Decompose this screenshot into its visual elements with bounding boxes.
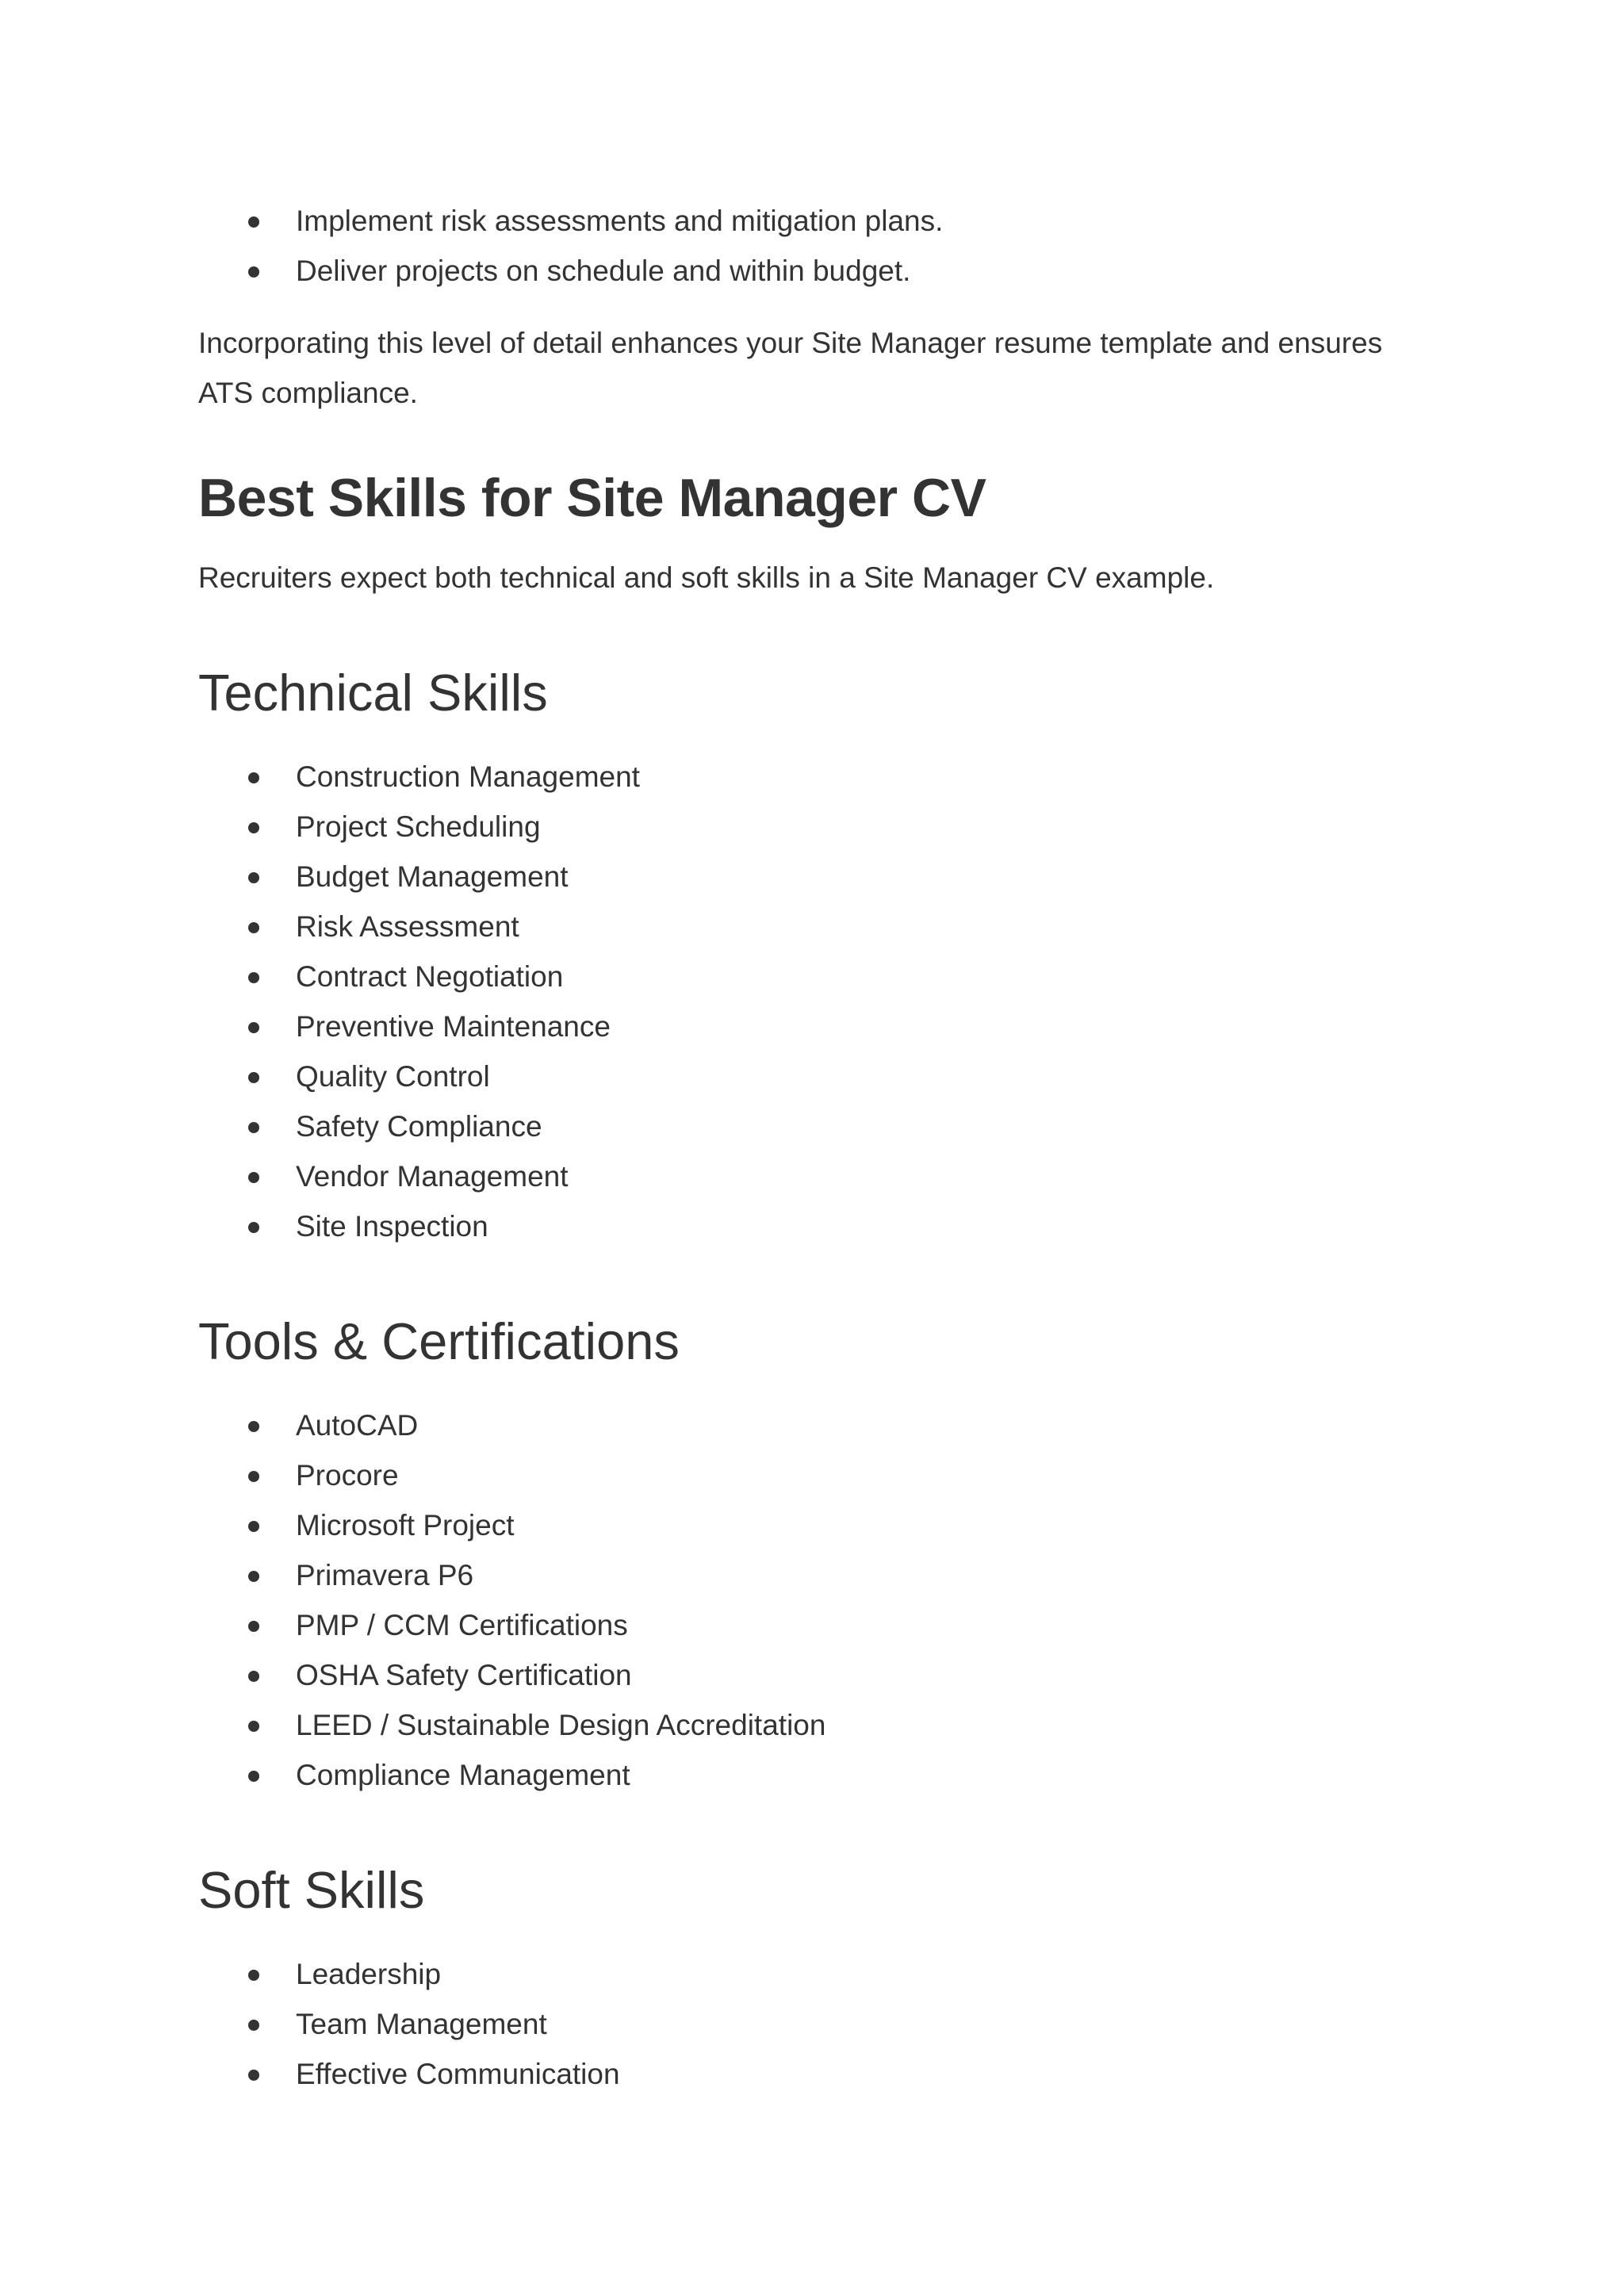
bullet-icon <box>248 922 259 933</box>
list-item <box>198 1500 1435 1550</box>
bullet-icon <box>248 216 259 228</box>
soft-skills-list <box>198 1949 1435 2099</box>
list-item-text: Construction Management <box>296 760 640 793</box>
list-item <box>198 1001 1435 1051</box>
list-item-text: PMP / CCM Certifications <box>296 1609 628 1641</box>
bullet-icon <box>248 1521 259 1532</box>
bullet-icon <box>248 1172 259 1183</box>
list-item-text: Risk Assessment <box>296 910 519 943</box>
bullet-icon <box>248 1122 259 1133</box>
list-item-text: Microsoft Project <box>296 1509 515 1541</box>
bullet-icon <box>248 1022 259 1033</box>
list-item-text: Vendor Management <box>296 1160 569 1193</box>
list-item <box>198 1101 1435 1151</box>
list-item <box>198 1051 1435 1101</box>
technical-skills-heading: Technical Skills <box>198 664 548 722</box>
bullet-icon <box>248 2070 259 2081</box>
bullet-icon <box>248 772 259 783</box>
list-item <box>198 1450 1435 1500</box>
intro-bullet-list <box>198 196 1435 296</box>
document-content <box>198 196 1435 2099</box>
intro-paragraph: Incorporating this level of detail enhances your Site Manager resume template and ensures ATS compliance. <box>198 327 1383 409</box>
list-item <box>198 1600 1435 1650</box>
list-item-text: Compliance Management <box>296 1759 630 1791</box>
list-item <box>198 1750 1435 1800</box>
list-item <box>198 1550 1435 1600</box>
list-item-text: Primavera P6 <box>296 1559 474 1591</box>
bullet-icon <box>248 1421 259 1432</box>
bullet-icon <box>248 1222 259 1233</box>
list-item-text: Contract Negotiation <box>296 960 564 993</box>
bullet-icon <box>248 1771 259 1782</box>
list-item-text: Budget Management <box>296 860 569 893</box>
soft-skills-heading: Soft Skills <box>198 1861 425 1919</box>
list-item <box>198 802 1435 852</box>
skills-section-heading: Best Skills for Site Manager CV <box>198 468 986 528</box>
tools-certifications-list <box>198 1400 1435 1800</box>
list-item <box>198 1999 1435 2049</box>
list-item <box>198 952 1435 1001</box>
list-item-text: LEED / Sustainable Design Accreditation <box>296 1709 826 1741</box>
list-item <box>198 852 1435 902</box>
list-item <box>198 1650 1435 1700</box>
list-item <box>198 1201 1435 1251</box>
list-item-text: Safety Compliance <box>296 1110 542 1143</box>
bullet-icon <box>248 1621 259 1632</box>
tools-certifications-heading: Tools & Certifications <box>198 1312 680 1370</box>
list-item-text: AutoCAD <box>296 1409 419 1442</box>
list-item-text: Team Management <box>296 2008 547 2040</box>
list-item-text: Project Scheduling <box>296 810 541 843</box>
list-item-text: Deliver projects on schedule and within budget. <box>296 255 911 287</box>
skills-section-description: Recruiters expect both technical and soft skills in a Site Manager CV example. <box>198 561 1215 594</box>
list-item <box>198 1700 1435 1750</box>
bullet-icon <box>248 872 259 883</box>
list-item-text: Effective Communication <box>296 2058 620 2090</box>
list-item <box>198 1151 1435 1201</box>
list-item <box>198 1400 1435 1450</box>
list-item <box>198 196 1435 246</box>
bullet-icon <box>248 2020 259 2031</box>
bullet-icon <box>248 1571 259 1582</box>
list-item-text: Preventive Maintenance <box>296 1010 611 1043</box>
list-item-text: Site Inspection <box>296 1210 488 1243</box>
list-item-text: Procore <box>296 1459 399 1492</box>
list-item <box>198 1949 1435 1999</box>
list-item <box>198 2049 1435 2099</box>
technical-skills-list <box>198 752 1435 1251</box>
list-item <box>198 752 1435 802</box>
bullet-icon <box>248 1970 259 1981</box>
bullet-icon <box>248 266 259 278</box>
list-item-text: Implement risk assessments and mitigation plans. <box>296 205 944 237</box>
bullet-icon <box>248 1721 259 1732</box>
list-item-text: Quality Control <box>296 1060 490 1093</box>
list-item <box>198 902 1435 952</box>
bullet-icon <box>248 1072 259 1083</box>
bullet-icon <box>248 1671 259 1682</box>
bullet-icon <box>248 822 259 833</box>
list-item-text: OSHA Safety Certification <box>296 1659 632 1691</box>
bullet-icon <box>248 1471 259 1482</box>
list-item-text: Leadership <box>296 1958 442 1990</box>
list-item <box>198 246 1435 296</box>
bullet-icon <box>248 972 259 983</box>
